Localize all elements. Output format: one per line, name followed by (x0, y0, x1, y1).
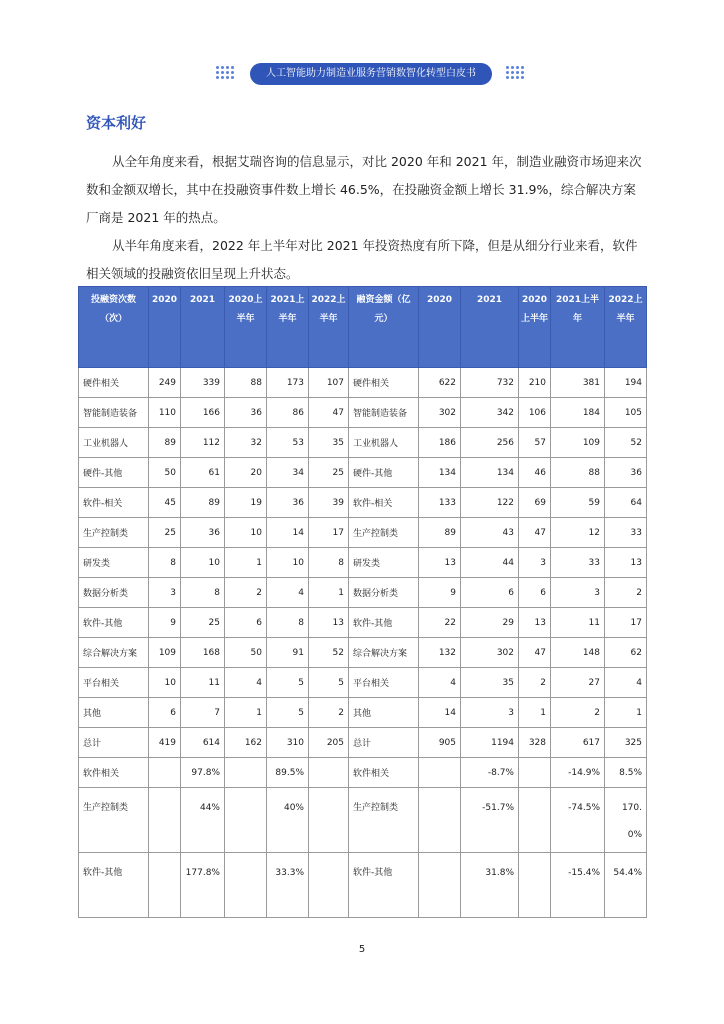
table-cell: 89.5% (267, 758, 309, 788)
table-cell: 36 (225, 398, 267, 428)
table-cell: 88 (551, 458, 605, 488)
table-cell: 总计 (349, 728, 419, 758)
page-number: 5 (358, 944, 366, 955)
table-cell (309, 788, 349, 853)
table-row (79, 853, 647, 918)
table-cell: 6 (149, 698, 181, 728)
table-cell: 27 (551, 668, 605, 698)
table-row (79, 428, 647, 458)
table-cell: 35 (461, 668, 519, 698)
table-cell: 25 (309, 458, 349, 488)
table-cell: 52 (605, 428, 647, 458)
table-cell: 50 (149, 458, 181, 488)
table-cell: 62 (605, 638, 647, 668)
table-cell: 617 (551, 728, 605, 758)
table-cell: 8.5% (605, 758, 647, 788)
column-header: 融资金额（亿元） (349, 287, 419, 368)
left-dots-decoration (216, 66, 238, 82)
table-cell: 9 (419, 578, 461, 608)
table-cell: 186 (419, 428, 461, 458)
table-cell: -14.9% (551, 758, 605, 788)
table-cell: 1 (225, 548, 267, 578)
column-header: 2020上半年 (225, 287, 267, 368)
table-cell: 生产控制类 (349, 518, 419, 548)
table-cell: 硬件-其他 (349, 458, 419, 488)
table-cell: 1 (225, 698, 267, 728)
table-cell: 310 (267, 728, 309, 758)
table-cell: 软件相关 (79, 758, 149, 788)
column-header: 投融资次数（次） (79, 287, 149, 368)
table-cell: 10 (267, 548, 309, 578)
column-header: 2022上半年 (605, 287, 647, 368)
table-cell: 905 (419, 728, 461, 758)
column-header: 2021 (461, 287, 519, 368)
table-cell: 10 (225, 518, 267, 548)
table-cell: 622 (419, 368, 461, 398)
table-cell: 综合解决方案 (79, 638, 149, 668)
table-cell: 3 (551, 578, 605, 608)
table-row (79, 638, 647, 668)
table-cell: 8 (149, 548, 181, 578)
column-header: 2020 (419, 287, 461, 368)
table-cell: 5 (309, 668, 349, 698)
table-cell: 13 (419, 548, 461, 578)
table-cell: 61 (181, 458, 225, 488)
table-cell: 47 (519, 638, 551, 668)
column-header: 2021 (181, 287, 225, 368)
table-cell: 软件-其他 (349, 853, 419, 918)
table-cell: 168 (181, 638, 225, 668)
table-cell: 170.0% (605, 788, 647, 853)
table-cell: 25 (181, 608, 225, 638)
table-row (79, 398, 647, 428)
table-cell: 381 (551, 368, 605, 398)
table-cell: 其他 (79, 698, 149, 728)
table-cell: 综合解决方案 (349, 638, 419, 668)
table-cell: 184 (551, 398, 605, 428)
table-cell: 1194 (461, 728, 519, 758)
table-cell (519, 788, 551, 853)
section-title: 资本利好 (86, 114, 147, 132)
table-cell: 89 (149, 428, 181, 458)
table-cell: 数据分析类 (349, 578, 419, 608)
table-cell: 614 (181, 728, 225, 758)
table-row (79, 788, 647, 853)
table-cell: 45 (149, 488, 181, 518)
table-cell: 109 (551, 428, 605, 458)
table-cell: 数据分析类 (79, 578, 149, 608)
table-cell: 31.8% (461, 853, 519, 918)
table-cell: 13 (519, 608, 551, 638)
table-cell: 302 (461, 638, 519, 668)
investment-table (78, 286, 647, 918)
table-cell: 88 (225, 368, 267, 398)
table-cell: 17 (309, 518, 349, 548)
table-cell: 软件-其他 (349, 608, 419, 638)
column-header: 2020上半年 (519, 287, 551, 368)
column-header: 2020 (149, 287, 181, 368)
table-cell: 194 (605, 368, 647, 398)
table-cell: 54.4% (605, 853, 647, 918)
column-header: 2021上半年 (551, 287, 605, 368)
table-cell: 2 (605, 578, 647, 608)
table-cell: 122 (461, 488, 519, 518)
table-cell: 86 (267, 398, 309, 428)
table-cell: 35 (309, 428, 349, 458)
table-cell: 325 (605, 728, 647, 758)
table-cell: 软件-其他 (79, 853, 149, 918)
table-cell: 软件相关 (349, 758, 419, 788)
table-cell: 36 (605, 458, 647, 488)
table-cell: -74.5% (551, 788, 605, 853)
table-cell: 20 (225, 458, 267, 488)
table-cell: 112 (181, 428, 225, 458)
table-cell: 134 (419, 458, 461, 488)
table-cell: 生产控制类 (349, 788, 419, 853)
table-header-row (79, 287, 647, 368)
table-cell: 11 (181, 668, 225, 698)
table-cell (419, 853, 461, 918)
table-cell: 4 (419, 668, 461, 698)
table-cell: -51.7% (461, 788, 519, 853)
table-cell: 工业机器人 (79, 428, 149, 458)
table-cell: 256 (461, 428, 519, 458)
table-cell: 97.8% (181, 758, 225, 788)
paragraph-half-year: 从半年角度来看，2022 年上半年对比 2021 年投资热度有所下降，但是从细分行业来看，软件相关领域的投融资依旧呈现上升状态。 (86, 238, 638, 281)
table-cell: 46 (519, 458, 551, 488)
table-cell: 53 (267, 428, 309, 458)
table-cell: 47 (309, 398, 349, 428)
column-header: 2022上半年 (309, 287, 349, 368)
table-cell: 57 (519, 428, 551, 458)
table-cell: 研发类 (349, 548, 419, 578)
column-header: 2021上半年 (267, 287, 309, 368)
table-cell: 339 (181, 368, 225, 398)
table-cell: 210 (519, 368, 551, 398)
table-cell: 132 (419, 638, 461, 668)
table-cell: 5 (267, 668, 309, 698)
table-cell: 39 (309, 488, 349, 518)
table-cell (225, 788, 267, 853)
table-cell: 14 (419, 698, 461, 728)
table-cell (149, 758, 181, 788)
table-row (79, 458, 647, 488)
table-cell (149, 853, 181, 918)
table-cell: 硬件相关 (349, 368, 419, 398)
table-cell: 105 (605, 398, 647, 428)
table-row (79, 488, 647, 518)
table-cell: 2 (551, 698, 605, 728)
table-cell: 29 (461, 608, 519, 638)
table-cell: 总计 (79, 728, 149, 758)
table-cell: -8.7% (461, 758, 519, 788)
table-cell: 162 (225, 728, 267, 758)
table-cell: 173 (267, 368, 309, 398)
table-cell: 166 (181, 398, 225, 428)
table-cell: 33.3% (267, 853, 309, 918)
table-row (79, 668, 647, 698)
table-cell: 732 (461, 368, 519, 398)
table-cell: 17 (605, 608, 647, 638)
table-cell: 10 (181, 548, 225, 578)
table-cell: 平台相关 (349, 668, 419, 698)
table-cell: 3 (519, 548, 551, 578)
table-cell: 107 (309, 368, 349, 398)
table-cell (309, 758, 349, 788)
table-cell: 47 (519, 518, 551, 548)
table-cell (419, 788, 461, 853)
table-cell: 14 (267, 518, 309, 548)
table-cell: 106 (519, 398, 551, 428)
table-cell: 5 (267, 698, 309, 728)
table-cell: 148 (551, 638, 605, 668)
table-cell: -15.4% (551, 853, 605, 918)
table-cell: 302 (419, 398, 461, 428)
table-cell: 12 (551, 518, 605, 548)
table-cell (149, 788, 181, 853)
table-cell: 19 (225, 488, 267, 518)
table-row (79, 548, 647, 578)
table-cell: 205 (309, 728, 349, 758)
table-cell: 13 (605, 548, 647, 578)
table-cell: 智能制造装备 (349, 398, 419, 428)
table-cell: 软件-其他 (79, 608, 149, 638)
table-cell: 8 (309, 548, 349, 578)
table-cell: 硬件-其他 (79, 458, 149, 488)
table-cell: 64 (605, 488, 647, 518)
table-cell: 平台相关 (79, 668, 149, 698)
table-cell (225, 853, 267, 918)
table-cell: 13 (309, 608, 349, 638)
table-cell: 1 (605, 698, 647, 728)
table-cell: 3 (149, 578, 181, 608)
table-cell: 89 (181, 488, 225, 518)
table-cell: 34 (267, 458, 309, 488)
table-cell: 其他 (349, 698, 419, 728)
table-cell: 50 (225, 638, 267, 668)
table-cell (419, 758, 461, 788)
table-row (79, 368, 647, 398)
table-cell: 生产控制类 (79, 518, 149, 548)
table-cell: 6 (225, 608, 267, 638)
table-cell: 2 (519, 668, 551, 698)
table-cell (309, 853, 349, 918)
table-cell: 249 (149, 368, 181, 398)
table-cell: 智能制造装备 (79, 398, 149, 428)
table-cell: 44 (461, 548, 519, 578)
table-cell: 8 (267, 608, 309, 638)
table-cell: 3 (461, 698, 519, 728)
table-cell: 40% (267, 788, 309, 853)
header-banner: 人工智能助力制造业服务营销数智化转型白皮书 (250, 63, 492, 85)
table-cell: 9 (149, 608, 181, 638)
table-cell: 1 (519, 698, 551, 728)
table-cell: 33 (551, 548, 605, 578)
table-cell: 44% (181, 788, 225, 853)
table-cell: 软件-相关 (79, 488, 149, 518)
table-cell: 328 (519, 728, 551, 758)
table-cell: 59 (551, 488, 605, 518)
table-row (79, 578, 647, 608)
table-cell: 91 (267, 638, 309, 668)
table-cell: 89 (419, 518, 461, 548)
table-cell: 419 (149, 728, 181, 758)
table-cell: 4 (267, 578, 309, 608)
table-row (79, 728, 647, 758)
table-cell: 工业机器人 (349, 428, 419, 458)
table-cell: 109 (149, 638, 181, 668)
table-cell: 1 (309, 578, 349, 608)
table-cell: 36 (181, 518, 225, 548)
table-cell: 4 (605, 668, 647, 698)
table-cell: 生产控制类 (79, 788, 149, 853)
table-cell: 133 (419, 488, 461, 518)
table-cell: 69 (519, 488, 551, 518)
table-cell: 342 (461, 398, 519, 428)
table-cell: 10 (149, 668, 181, 698)
paragraph-full-year: 从全年角度来看，根据艾瑞咨询的信息显示，对比 2020 年和 2021 年，制造业融资市场迎来次数和金额双增长，其中在投融资事件数上增长 46.5%，在投融资金额上增长 31.9%，综合解决方案厂商是 2021 年的热点。 (86, 154, 642, 225)
table-cell (519, 758, 551, 788)
table-cell: 11 (551, 608, 605, 638)
table-row (79, 758, 647, 788)
table-cell: 8 (181, 578, 225, 608)
table-row (79, 698, 647, 728)
right-dots-decoration (506, 66, 528, 82)
table-cell: 2 (309, 698, 349, 728)
table-cell: 25 (149, 518, 181, 548)
table-cell: 110 (149, 398, 181, 428)
table-cell: 36 (267, 488, 309, 518)
table-cell: 177.8% (181, 853, 225, 918)
table-row (79, 518, 647, 548)
table-cell: 33 (605, 518, 647, 548)
table-cell (225, 758, 267, 788)
table-cell: 软件-相关 (349, 488, 419, 518)
table-cell: 7 (181, 698, 225, 728)
table-cell: 6 (519, 578, 551, 608)
table-cell: 32 (225, 428, 267, 458)
table-row (79, 608, 647, 638)
table-cell: 6 (461, 578, 519, 608)
table-cell: 52 (309, 638, 349, 668)
table-cell: 134 (461, 458, 519, 488)
table-cell: 22 (419, 608, 461, 638)
table-cell: 研发类 (79, 548, 149, 578)
table-cell: 硬件相关 (79, 368, 149, 398)
table-cell: 4 (225, 668, 267, 698)
table-cell (519, 853, 551, 918)
table-cell: 2 (225, 578, 267, 608)
table-cell: 43 (461, 518, 519, 548)
